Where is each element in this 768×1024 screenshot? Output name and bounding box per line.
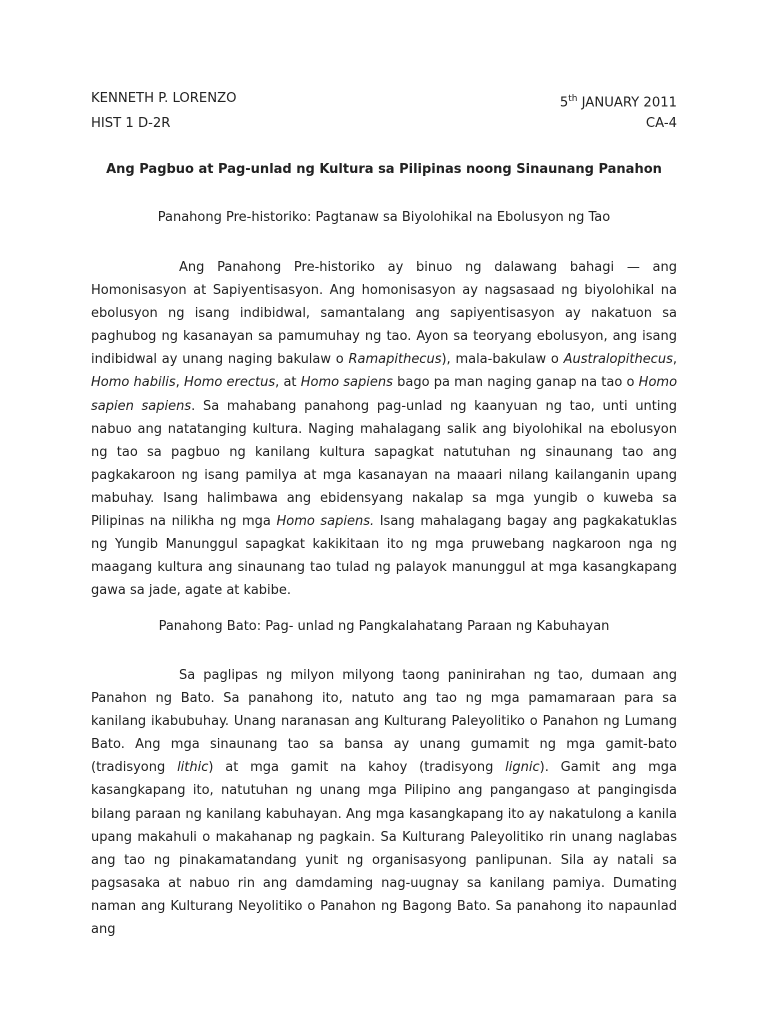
paragraph-stone-age xyxy=(91,664,677,941)
date-ordinal-suffix: th xyxy=(568,94,578,104)
italic-term: Australopithecus xyxy=(563,352,673,368)
text-segment: bago pa man naging ganap na tao o xyxy=(392,375,639,391)
text-segment: ) at mga gamit na kahoy (tradisyong xyxy=(208,760,506,776)
italic-term: Homo sapien sapiens xyxy=(91,375,678,414)
paragraph-prehistoric xyxy=(91,256,677,602)
text-segment: ). Gamit ang mga kasangkapang ito, natutuhan ng unang mga Pilipino ang pangangaso at pangingisda bilang paraan ng kanilang kabuhayan. Ang mga kasangkapang ito ay nakatulong a kanila upang makahuli o makahanap ng pagkain. Sa Kulturang Paleyolitiko rin unang naglabas ang tao ng pinakamatandang yunit ng organisasyong panlipunan. Sila ay natali sa pagsasaka at nabuo rin ang damdaming nag-uugnay sa kanilang pamiya. Dumating naman ang Kulturang Neyolitiko o Panahon ng Bagong Bato. Sa panahong ito napaunlad ang xyxy=(91,760,677,938)
assignment-code: CA-4 xyxy=(645,116,677,131)
text-segment: , at xyxy=(275,375,301,391)
course-code: HIST 1 D-2R xyxy=(91,116,171,131)
document-date xyxy=(560,89,677,113)
text-segment: . Sa mahabang panahong pag-unlad ng kaanyuan ng tao, unti unting nabuo ang natatanging kultura. Naging mahalagang salik ang biyolohikal na ebolusyon ng tao sa pagbuo ng kanilang kultura sapagkat natutuhan ng sinaunang tao ang pagkakaroon ng isang pamilya at mga kasanayan na maaari nilang kailanganin upang mabuhay. Isang halimbawa ang ebidensyang nakalap sa mga yungib o kuweba sa Pilipinas na nilikha ng mga xyxy=(91,398,677,530)
text-segment: Isang mahalagang bagay ang pagkakatuklas ng Yungib Manunggul sapagkat kakikitaan ito ng mga pruwebang nagkaroon nga ng maagang kultura ang sinaunang tao tulad ng palayok manunggul at mga kasangkapang gawa sa jade, agate at kabibe. xyxy=(91,514,678,599)
text-segment: , xyxy=(175,375,184,391)
italic-term: Homo erectus xyxy=(183,375,276,391)
italic-term: lithic xyxy=(177,760,209,776)
section-heading-prehistoric: Panahong Pre-historiko: Pagtanaw sa Biyolohikal na Ebolusyon ng Tao xyxy=(157,210,611,225)
text-segment: Ang Panahong Pre-historiko ay binuo ng dalawang bahagi — ang Homonisasyon at Sapiyentisasyon. Ang homonisasyon ay nagsasaad ng biyolohikal na ebolusyon ng isang indibidwal, samantalang ang sapiyentisasyon ay nakatuon sa paghubog ng kasanayan sa pamumuhay ng tao. Ayon sa teoryang ebolusyon, ang isang indibidwal ay unang naging bakulaw o xyxy=(91,260,677,368)
italic-term: Homo sapiens xyxy=(300,375,393,391)
section-heading-stone-age: Panahong Bato: Pag- unlad ng Pangkalahatang Paraan ng Kabuhayan xyxy=(158,619,610,634)
text-segment: , xyxy=(672,352,677,368)
header-row-2 xyxy=(91,114,677,134)
date-month-year: JANUARY 2011 xyxy=(577,95,677,111)
italic-term: Homo sapiens. xyxy=(276,514,375,530)
italic-term: lignic xyxy=(505,760,540,776)
document-title: Ang Pagbuo at Pag-unlad ng Kultura sa Pilipinas noong Sinaunang Panahon xyxy=(106,162,662,177)
text-segment: ), mala-bakulaw o xyxy=(441,352,564,368)
italic-term: Ramapithecus xyxy=(348,352,442,368)
date-day: 5 xyxy=(559,95,569,111)
header-row-1 xyxy=(91,89,677,113)
italic-term: Homo habilis xyxy=(91,375,176,391)
text-segment: Sa paglipas ng milyon milyong taong paninirahan ng tao, dumaan ang Panahon ng Bato. Sa panahong ito, natuto ang tao ng mga pamamaraan para sa kanilang ikabubuhay. Unang naranasan ang Kulturang Paleyolitiko o Panahon ng Lumang Bato. Ang mga sinaunang tao sa bansa ay unang gumamit ng mga gamit-bato (tradisyong xyxy=(91,668,677,776)
author-name: KENNETH P. LORENZO xyxy=(91,91,237,106)
